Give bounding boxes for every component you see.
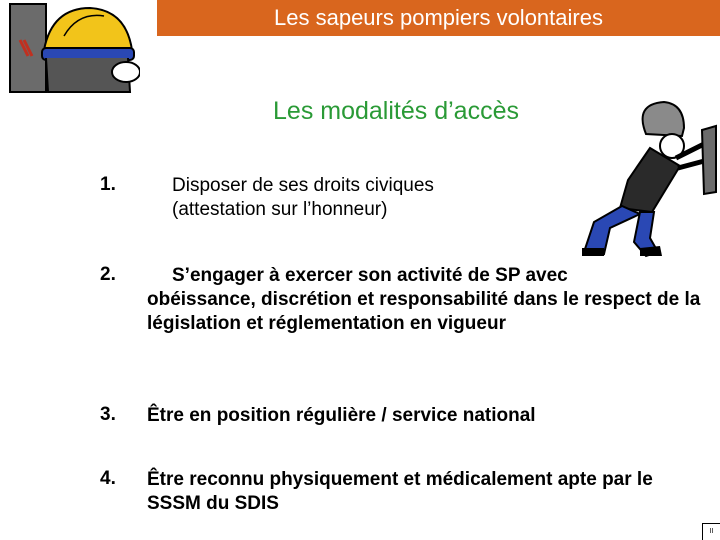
- item-number: 1.: [100, 174, 116, 195]
- item-number: 2.: [100, 264, 116, 285]
- item-text: [147, 174, 707, 222]
- item-number: 3.: [100, 404, 116, 425]
- header-bar: [157, 0, 720, 36]
- corner-mark: II: [702, 523, 720, 540]
- item-text: [147, 264, 707, 336]
- item-line: S’engager à exercer son activité de SP avec: [172, 265, 568, 286]
- slide-subtitle: Les modalités d’accès: [273, 97, 519, 125]
- item-text: Être reconnu physiquement et médicalement apte par le SSSM du SDIS: [147, 469, 653, 514]
- item-line: (attestation sur l’honneur): [172, 199, 388, 220]
- header-title: Les sapeurs pompiers volontaires: [274, 5, 603, 30]
- firefighter-helmet-icon: [8, 0, 140, 96]
- item-text: Être en position régulière / service national: [147, 405, 536, 426]
- item-line: obéissance, discrétion et responsabilité dans le respect de la législation et réglementation en vigueur: [147, 289, 701, 334]
- item-number: 4.: [100, 468, 116, 489]
- item-line: Disposer de ses droits civiques: [172, 175, 434, 196]
